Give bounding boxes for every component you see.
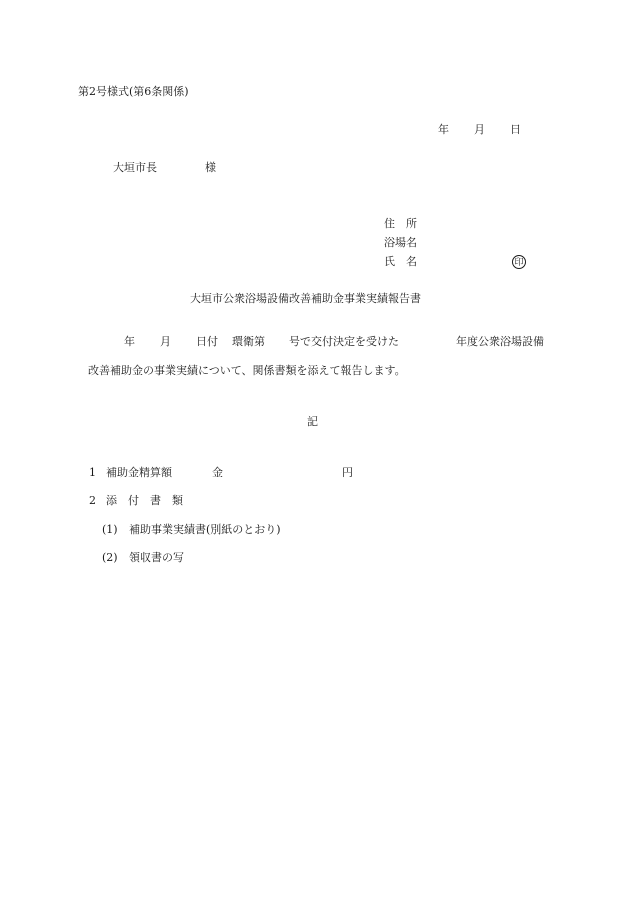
body-ref-prefix: 環衛第 (232, 335, 265, 348)
item-2-label: 添 付 書 類 (106, 494, 183, 507)
date-month-label: 月 (474, 123, 485, 136)
subitem-1-number: (1) (102, 523, 118, 536)
ki-heading: 記 (307, 415, 318, 428)
date-year-label: 年 (438, 123, 449, 136)
report-title: 大垣市公衆浴場設備改善補助金事業実績報告書 (190, 292, 421, 305)
subitem-2-label: 領収書の写 (129, 551, 184, 564)
applicant-name-label: 氏 名 (384, 255, 417, 268)
item-1-label: 補助金精算額 (106, 466, 172, 479)
seal-icon: 印 (512, 255, 526, 269)
addressee-name: 大垣市長 (113, 161, 157, 174)
body-month: 月 (160, 335, 171, 348)
item-2-number: 2 (89, 494, 96, 507)
body-day-suffix: 日付 (196, 335, 218, 348)
subitem-1-label: 補助事業実績書(別紙のとおり) (129, 523, 281, 536)
seal-mark (512, 255, 526, 269)
item-1-suffix: 円 (342, 466, 353, 479)
addressee-honorific: 様 (205, 161, 216, 174)
subitem-2-number: (2) (102, 551, 118, 564)
form-label: 第2号様式(第6条関係) (78, 85, 189, 98)
body-year: 年 (124, 335, 135, 348)
body-fiscal-year: 年度公衆浴場設備 (456, 335, 544, 348)
item-1-prefix: 金 (212, 466, 223, 479)
address-label: 住 所 (384, 217, 417, 230)
date-day-label: 日 (510, 123, 521, 136)
body-ref-suffix: 号で交付決定を受けた (289, 335, 399, 348)
body-line-2: 改善補助金の事業実績について、関係書類を添えて報告します。 (88, 364, 406, 377)
bathhouse-name-label: 浴場名 (384, 236, 417, 249)
item-1-number: 1 (89, 466, 96, 479)
